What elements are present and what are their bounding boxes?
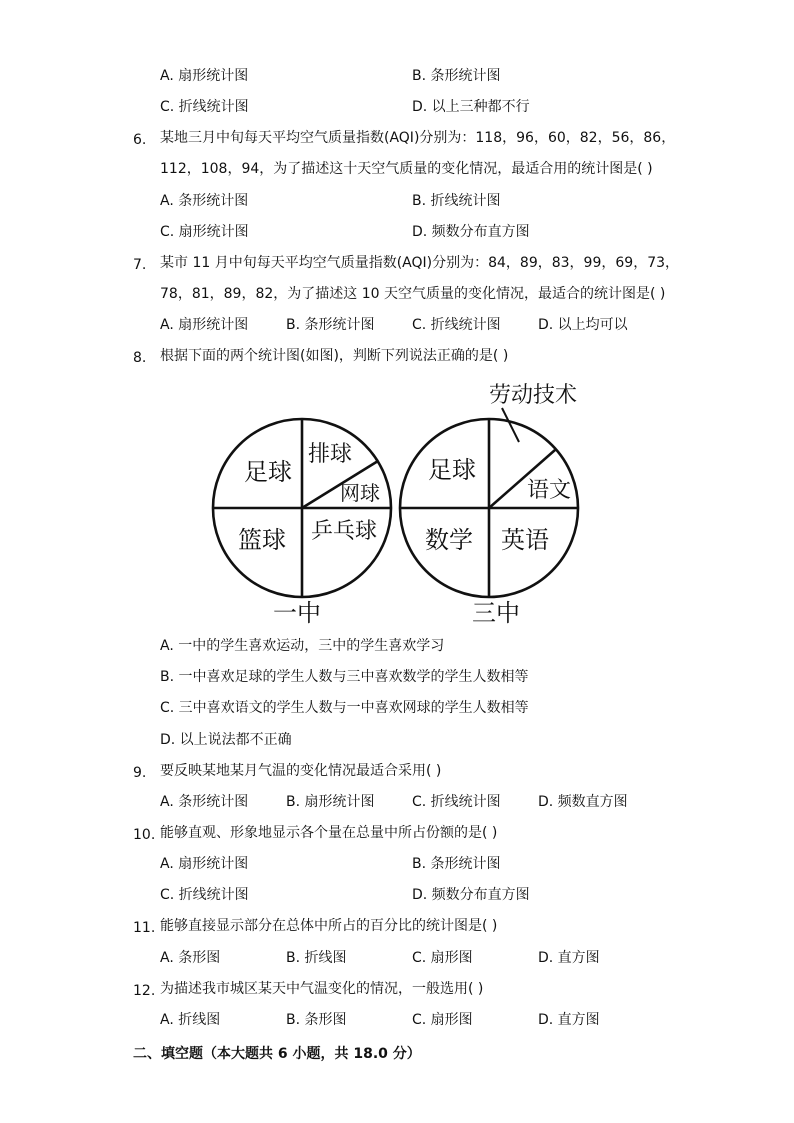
q7-option-d: D. 以上均可以	[538, 317, 628, 333]
q10-option-c: C. 折线统计图	[160, 887, 249, 903]
q10-option-d: D. 频数分布直方图	[412, 887, 530, 903]
q8-number: 8.	[133, 350, 147, 366]
left-label-pingpong: 乒乓球	[310, 519, 378, 544]
right-label-english: 英语	[501, 526, 549, 554]
q9-option-d: D. 频数直方图	[538, 794, 628, 810]
q12-option-a: A. 折线图	[160, 1012, 221, 1028]
q7-option-b: B. 条形统计图	[286, 317, 375, 333]
right-label-math: 数学	[425, 526, 473, 554]
q7-option-c: C. 折线统计图	[412, 317, 501, 333]
q6-number: 6.	[133, 132, 147, 148]
q12-text-line1: 为描述我市城区某天中气温变化的情况，一般选用( )	[160, 981, 484, 997]
q6-text-line2: 112，108，94，为了描述这十天空气质量的变化情况，最适合用的统计图是( )	[160, 161, 653, 177]
left-label-football: 足球	[244, 458, 292, 486]
right-label-chinese: 语文	[526, 478, 572, 503]
q7-option-a: A. 扇形统计图	[160, 317, 249, 333]
q5-option-a: A. 扇形统计图	[160, 68, 249, 84]
q10-option-a: A. 扇形统计图	[160, 856, 249, 872]
q9-text-line1: 要反映某地某月气温的变化情况最适合采用( )	[160, 763, 442, 779]
callout-pointer	[502, 408, 519, 442]
q8-option-d: D. 以上说法都不正确	[160, 732, 292, 748]
q8-option-c: C. 三中喜欢语文的学生人数与一中喜欢网球的学生人数相等	[160, 700, 529, 716]
q9-option-b: B. 扇形统计图	[286, 794, 375, 810]
q11-option-d: D. 直方图	[538, 950, 600, 966]
q7-text-line2: 78，81，89，82，为了描述这 10 天空气质量的变化情况，最适合的统计图是( )	[160, 286, 666, 302]
q12-option-c: C. 扇形图	[412, 1012, 473, 1028]
right-caption: 三中	[472, 599, 520, 627]
q11-option-c: C. 扇形图	[412, 950, 473, 966]
q9-option-a: A. 条形统计图	[160, 794, 249, 810]
q11-text-line1: 能够直接显示部分在总体中所占的百分比的统计图是( )	[160, 918, 498, 934]
q11-option-a: A. 条形图	[160, 950, 221, 966]
q11-option-b: B. 折线图	[286, 950, 347, 966]
q8-option-a: A. 一中的学生喜欢运动，三中的学生喜欢学习	[160, 638, 445, 654]
q8-option-b: B. 一中喜欢足球的学生人数与三中喜欢数学的学生人数相等	[160, 669, 529, 685]
q5-option-b: B. 条形统计图	[412, 68, 501, 84]
q8-text-line1: 根据下面的两个统计图(如图)，判断下列说法正确的是( )	[160, 348, 509, 364]
q6-text-line1: 某地三月中旬每天平均空气质量指数(AQI)分别为：118，96，60，82，56，86，	[160, 130, 676, 146]
q6-option-a: A. 条形统计图	[160, 193, 249, 209]
q9-number: 9.	[133, 765, 147, 781]
q6-option-d: D. 频数分布直方图	[412, 224, 530, 240]
q10-option-b: B. 条形统计图	[412, 856, 501, 872]
q9-option-c: C. 折线统计图	[412, 794, 501, 810]
q5-option-d: D. 以上三种都不行	[412, 99, 530, 115]
q12-option-b: B. 条形图	[286, 1012, 347, 1028]
section-heading-fill-in: 二、填空题（本大题共 6 小题，共 18.0 分）	[133, 1046, 421, 1062]
callout-label: 劳动技术	[488, 383, 578, 408]
q6-option-c: C. 扇形统计图	[160, 224, 249, 240]
q10-text-line1: 能够直观、形象地显示各个量在总量中所占份额的是( )	[160, 825, 498, 841]
right-label-football: 足球	[428, 456, 476, 484]
left-label-tennis: 网球	[340, 481, 380, 505]
q7-number: 7.	[133, 257, 147, 273]
q6-option-b: B. 折线统计图	[412, 193, 501, 209]
left-label-volleyball: 排球	[307, 442, 353, 467]
left-label-basketball: 篮球	[238, 526, 286, 554]
q11-number: 11.	[133, 920, 156, 936]
q12-option-d: D. 直方图	[538, 1012, 600, 1028]
q8-figure	[205, 378, 605, 628]
left-caption: 一中	[273, 599, 321, 627]
q12-number: 12.	[133, 983, 156, 999]
q7-text-line1: 某市 11 月中旬每天平均空气质量指数(AQI)分别为：84，89，83，99，69，73，	[160, 255, 680, 271]
q10-number: 10.	[133, 827, 156, 843]
q5-option-c: C. 折线统计图	[160, 99, 249, 115]
